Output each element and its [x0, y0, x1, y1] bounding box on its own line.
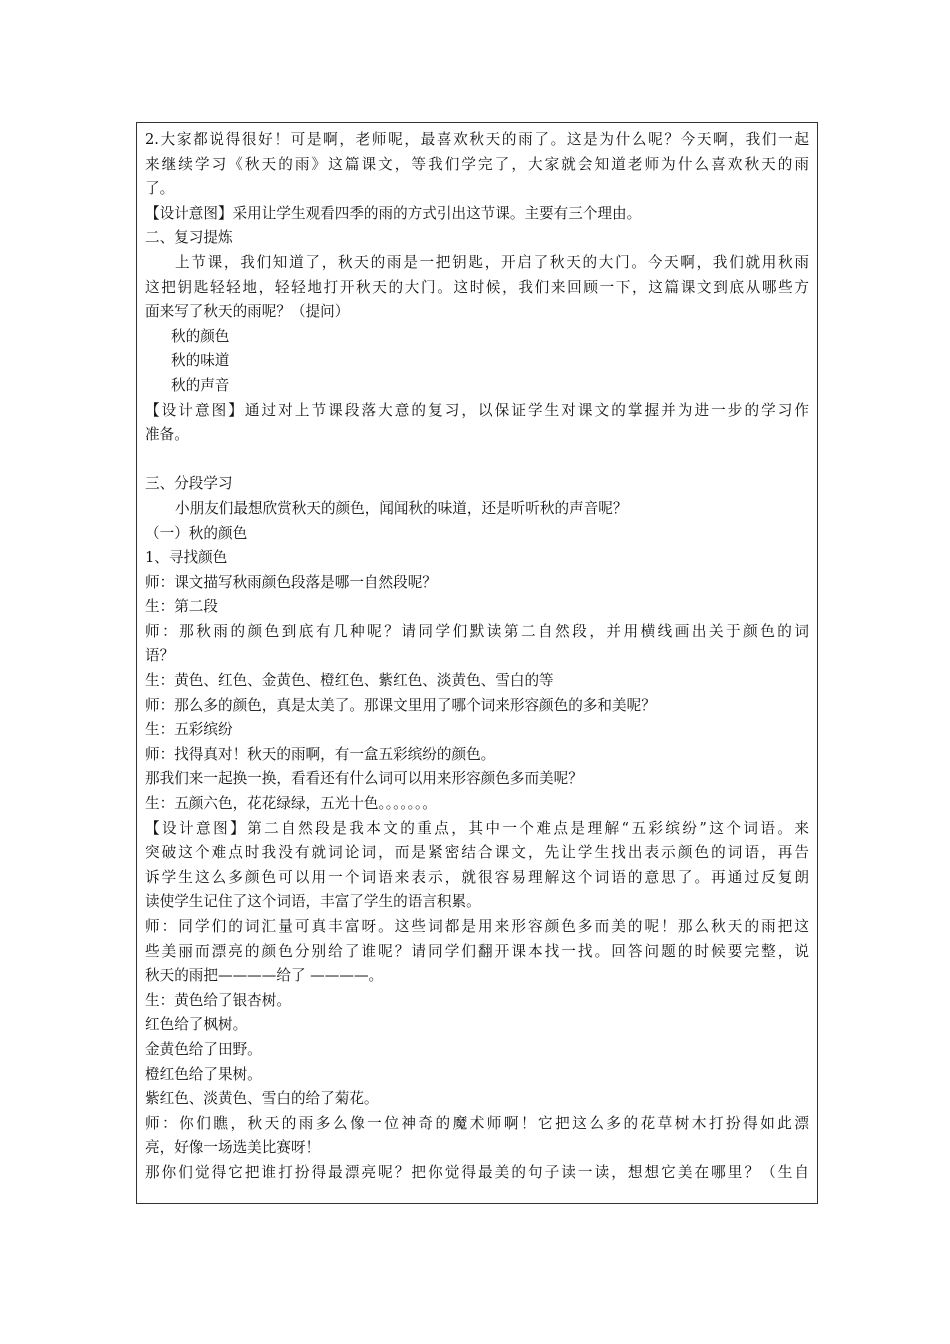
dialogue-line: 亮，好像一场选美比赛呀！: [145, 1139, 321, 1157]
list-item: 秋的声音: [171, 376, 230, 394]
list-item: 秋的味道: [171, 352, 230, 370]
blank-line: [145, 448, 809, 473]
text-line: 这把钥匙轻轻地，轻轻地打开秋天的大门。这时候，我们来回顾一下，这篇课文到底从哪些方: [145, 278, 809, 296]
text-line: 2.大家都说得很好！可是啊，老师呢，最喜欢秋天的雨了。这是为什么呢？今天啊，我们一起: [145, 131, 809, 148]
dialogue-line: 生：黄色给了银杏树。: [145, 991, 291, 1009]
dialogue-line: 语？: [145, 647, 175, 665]
design-intent-line: 【设计意图】第二自然段是我本文的重点，其中一个难点是理解“五彩缤纷”这个词语。来: [145, 819, 809, 837]
dialogue-line: 师：找得真对！秋天的雨啊，有一盒五彩缤纷的颜色。: [145, 745, 496, 763]
design-intent-line: 诉学生这么多颜色可以用一个词语来表示，就很容易理解这个词语的意思了。再通过反复朗: [145, 868, 809, 886]
subsection-heading: （一）秋的颜色: [145, 524, 248, 542]
dialogue-line: 生：五彩缤纷: [145, 721, 233, 739]
text-line: 了。: [145, 180, 175, 198]
design-intent-line: 【设计意图】通过对上节课段落大意的复习，以保证学生对课文的掌握并为进一步的学习作: [145, 401, 809, 419]
dialogue-line: 紫红色、淡黄色、雪白的给了菊花。: [145, 1090, 379, 1108]
dialogue-line: 师：那么多的颜色，真是太美了。那课文里用了哪个词来形容颜色的多和美呢？: [145, 696, 656, 714]
design-intent-line: 【设计意图】采用让学生观看四季的雨的方式引出这节课。主要有三个理由。: [145, 204, 642, 222]
list-item: 秋的颜色: [171, 327, 230, 345]
design-intent-line: 读使学生记住了这个词语，丰富了学生的语言积累。: [145, 893, 481, 911]
dialogue-line: 些美丽而漂亮的颜色分别给了谁呢？请同学们翻开课本找一找。回答问题的时候要完整，说: [145, 942, 809, 960]
dialogue-line: 秋天的雨把————给了 ————。: [145, 967, 384, 985]
text-line: 面来写了秋天的雨呢？（提问）: [145, 303, 350, 321]
dialogue-line: 红色给了枫树。: [145, 1016, 248, 1034]
design-intent-line: 突破这个难点时我没有就词论词，而是紧密结合课文，先让学生找出表示颜色的词语，再告: [145, 844, 809, 862]
section-heading-review: 二、复习提炼: [145, 229, 233, 247]
text-line: 来继续学习《秋天的雨》这篇课文，等我们学完了，大家就会知道老师为什么喜欢秋天的雨: [145, 155, 809, 173]
dialogue-line: 生：五颜六色，花花绿绿，五光十色。。。。。。。: [145, 795, 437, 813]
section-heading-study: 三、分段学习: [145, 475, 233, 493]
dialogue-line: 师：同学们的词汇量可真丰富呀。这些词都是用来形容颜色多而美的呢！那么秋天的雨把这: [145, 918, 809, 935]
dialogue-line: 那你们觉得它把谁打扮得最漂亮呢？把你觉得最美的句子读一读，想想它美在哪里？（生自: [145, 1163, 809, 1181]
text-line: 小朋友们最想欣赏秋天的颜色，闻闻秋的味道，还是听听秋的声音呢？: [175, 499, 628, 517]
text-line: 上节课，我们知道了，秋天的雨是一把钥匙，开启了秋天的大门。今天啊，我们就用秋雨: [175, 253, 809, 271]
dialogue-line: 那我们来一起换一换，看看还有什么词可以用来形容颜色多而美呢？: [145, 770, 583, 788]
dialogue-line: 师：那秋雨的颜色到底有几种呢？请同学们默读第二自然段，并用横线画出关于颜色的词: [145, 622, 809, 640]
dialogue-line: 金黄色给了田野。: [145, 1040, 262, 1058]
subsection-heading: 1、寻找颜色: [145, 549, 228, 567]
text-line: 准备。: [145, 426, 189, 444]
dialogue-line: 橙红色给了果树。: [145, 1065, 262, 1083]
dialogue-line: 生：黄色、红色、金黄色、橙红色、紫红色、淡黄色、雪白的等: [145, 672, 554, 690]
dialogue-line: 师：课文描写秋雨颜色段落是哪一自然段呢？: [145, 573, 437, 591]
lesson-plan-cell: [136, 122, 818, 1204]
dialogue-line: 生：第二段: [145, 598, 218, 616]
dialogue-line: 师：你们瞧，秋天的雨多么像一位神奇的魔术师啊！它把这么多的花草树木打扮得如此漂: [145, 1114, 809, 1132]
